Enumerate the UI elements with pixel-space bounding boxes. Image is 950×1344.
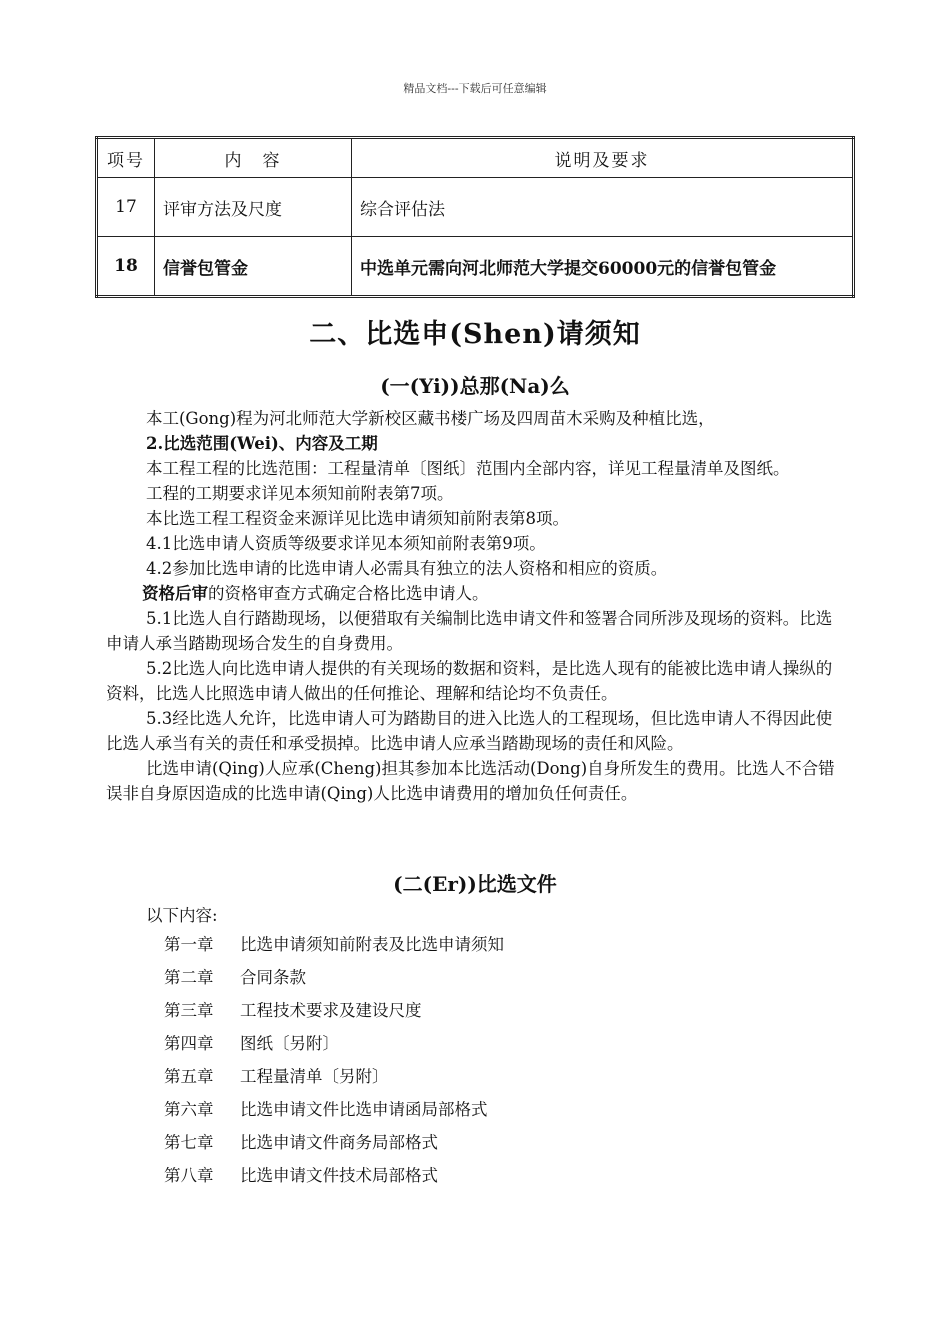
- chapter-title: 比选申请文件比选申请函局部格式: [240, 1100, 488, 1119]
- chapter-list-intro: 以下内容:: [146, 906, 218, 925]
- list-item: [146, 1159, 504, 1192]
- requirements-table: [95, 136, 855, 298]
- table-header-row: [97, 138, 854, 178]
- list-item: [146, 961, 504, 994]
- section-title: 二、比选申(Shen)请须知: [309, 319, 641, 350]
- page-header: 精品文档---下载后可任意编辑: [403, 82, 547, 95]
- list-item: [146, 1126, 504, 1159]
- list-item: [146, 1093, 504, 1126]
- paragraph: 5.3经比选人允许，比选申请人可为踏勘目的进入比选人的工程现场，但比选申请人不得因此使比选人承当有关的责任和承受损掉。比选申请人应承当踏勘现场的责任和风险。: [106, 709, 833, 753]
- row-desc: 综合评估法: [352, 178, 854, 237]
- scope-heading: 2.比选范围(Wei)、内容及工期: [146, 434, 378, 453]
- paragraph: 4.1比选申请人资质等级要求详见本须知前附表第9项。: [146, 534, 546, 553]
- paragraph: 本工(Gong)程为河北师范大学新校区藏书楼广场及四周苗木采购及种植比选，: [146, 409, 715, 428]
- paragraph: 5.2比选人向比选申请人提供的有关现场的数据和资料，是比选人现有的能被比选申请人操纵的资料，比选人比照选申请人做出的任何推论、理解和结论均不负责任。: [106, 659, 833, 703]
- paragraph: 工程的工期要求详见本须知前附表第7项。: [146, 484, 454, 503]
- column-header-no: 项号: [97, 138, 155, 178]
- column-header-content: 内 容: [155, 138, 352, 178]
- chapter-number: 第四章: [164, 1034, 214, 1053]
- chapter-title: 工程技术要求及建设尺度: [240, 1001, 422, 1020]
- chapter-number: 第五章: [164, 1067, 214, 1086]
- list-item: [146, 994, 504, 1027]
- paragraph: [106, 581, 846, 606]
- chapter-title: 比选申请须知前附表及比选申请须知: [240, 935, 504, 954]
- chapter-number: 第七章: [164, 1133, 214, 1152]
- chapter-number: 第二章: [164, 968, 214, 987]
- qualification-term: 资格后审: [142, 584, 208, 603]
- chapter-title: 比选申请文件技术局部格式: [240, 1166, 438, 1185]
- paragraph: 4.2参加比选申请的比选申请人必需具有独立的法人资格和相应的资质。: [146, 559, 668, 578]
- chapter-number: 第一章: [164, 935, 214, 954]
- chapter-number: 第八章: [164, 1166, 214, 1185]
- table-row: [97, 178, 854, 237]
- column-header-requirements: 说明及要求: [352, 138, 854, 178]
- paragraph: 本比选工程工程资金来源详见比选申请须知前附表第8项。: [146, 509, 569, 528]
- paragraph: 5.1比选人自行踏勘现场，以便猎取有关编制比选申请文件和签署合同所涉及现场的资料。比选申请人承当踏勘现场合发生的自身费用。: [106, 609, 833, 653]
- paragraph: 比选申请(Qing)人应承(Cheng)担其参加本比选活动(Dong)自身所发生的费用。比选人不合错误非自身原因造成的比选申请(Qing)人比选申请费用的增加负任何责任。: [106, 759, 835, 803]
- chapter-title: 工程量清单〔另附〕: [240, 1067, 389, 1086]
- paragraph-text: 的资格审查方式确定合格比选申请人。: [208, 584, 489, 603]
- list-item: [146, 1027, 504, 1060]
- chapter-number: 第六章: [164, 1100, 214, 1119]
- paragraph: 本工程工程的比选范围：工程量清单〔图纸〕范围内全部内容，详见工程量清单及图纸。: [146, 459, 790, 478]
- subsection-title-general: (一(Yi))总那(Na)么: [380, 374, 570, 398]
- list-item: [146, 1060, 504, 1093]
- row-no: 18: [97, 237, 155, 297]
- row-item: 信誉包管金: [155, 237, 352, 297]
- chapter-number: 第三章: [164, 1001, 214, 1020]
- subsection-title-documents: (二(Er))比选文件: [393, 872, 557, 896]
- row-no: 17: [97, 178, 155, 237]
- chapter-title: 比选申请文件商务局部格式: [240, 1133, 438, 1152]
- chapter-title: 图纸〔另附〕: [240, 1034, 339, 1053]
- paragraph-heading: [106, 431, 846, 456]
- row-desc: 中选单元需向河北师范大学提交60000元的信誉包管金: [352, 237, 854, 297]
- body-text: [106, 406, 846, 806]
- chapter-list: [146, 904, 504, 1192]
- table-row: [97, 237, 854, 297]
- chapter-title: 合同条款: [240, 968, 306, 987]
- row-item: 评审方法及尺度: [155, 178, 352, 237]
- list-item: [146, 928, 504, 961]
